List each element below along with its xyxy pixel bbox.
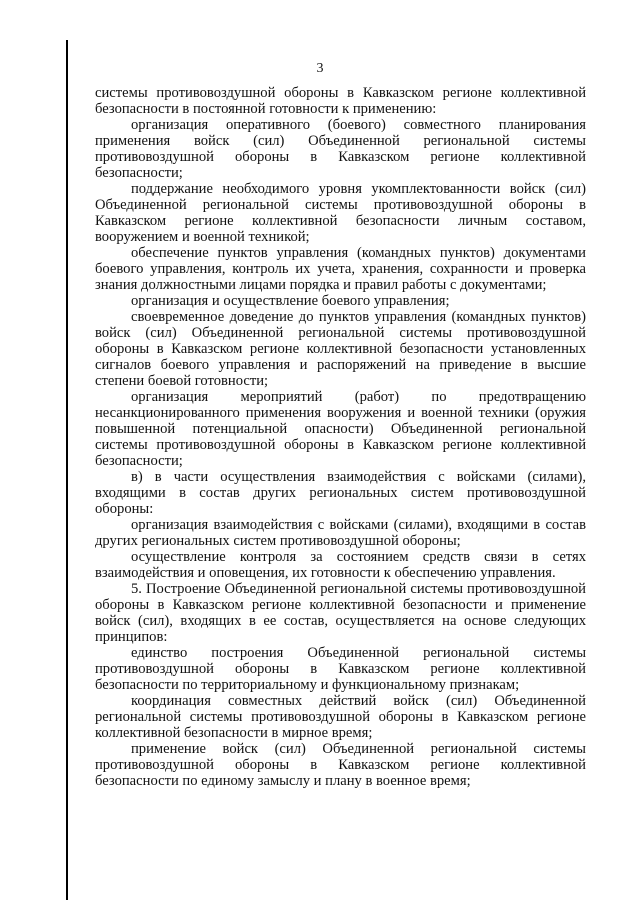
page-number: 3	[316, 61, 324, 76]
paragraph-6: своевременное доведение до пунктов управления (командных пунктов) войск (сил) Объединенной региональной системы противовоздушной обороны в Кавказском регионе коллективной безопасности установленных сигналов боевого управления и распоряжений на приведение в высшие степени боевой готовности;	[95, 309, 586, 389]
paragraph-2: организация оперативного (боевого) совместного планирования применения войск (сил) Объединенной региональной системы противовоздушной обороны в Кавказском регионе коллективной безопасности;	[95, 117, 586, 181]
paragraph-12: единство построения Объединенной региональной системы противовоздушной обороны в Кавказском регионе коллективной безопасности по территориальному и функциональному признакам;	[95, 645, 586, 693]
paragraph-7: организация мероприятий (работ) по предотвращению несанкционированного применения вооружения и военной техники (оружия повышенной потенциальной опасности) Объединенной региональной системы противовоздушной обороны в Кавказском регионе коллективной безопасности;	[95, 389, 586, 469]
paragraph-5: организация и осуществление боевого управления;	[131, 293, 450, 309]
paragraph-9: организация взаимодействия с войсками (силами), входящими в состав других региональных систем противовоздушной обороны;	[95, 517, 586, 549]
paragraph-8: в) в части осуществления взаимодействия с войсками (силами), входящими в состав других региональных систем противовоздушной обороны:	[95, 469, 586, 517]
paragraph-3: поддержание необходимого уровня укомплектованности войск (сил) Объединенной региональной системы противовоздушной обороны в Кавказском регионе коллективной безопасности личным составом, вооружением и военной техникой;	[95, 181, 586, 245]
paragraph-10: осуществление контроля за состоянием средств связи в сетях взаимодействия и оповещения, их готовности к обеспечению управления.	[95, 549, 586, 581]
paragraph-1: системы противовоздушной обороны в Кавказском регионе коллективной безопасности в постоянной готовности к применению:	[95, 85, 586, 117]
document-body	[95, 85, 586, 789]
page-left-edge	[66, 40, 68, 900]
paragraph-14: применение войск (сил) Объединенной региональной системы противовоздушной обороны в Кавказском регионе коллективной безопасности по единому замыслу и плану в военное время;	[95, 741, 586, 789]
paragraph-13: координация совместных действий войск (сил) Объединенной региональной системы противовоздушной обороны в Кавказском регионе коллективной безопасности в мирное время;	[95, 693, 586, 741]
paragraph-4: обеспечение пунктов управления (командных пунктов) документами боевого управления, контроль их учета, хранения, сохранности и проверка знания должностными лицами порядка и правил работы с документами;	[95, 245, 586, 293]
paragraph-11: 5. Построение Объединенной региональной системы противовоздушной обороны в Кавказском регионе коллективной безопасности и применение войск (сил), входящих в ее состав, осуществляется на основе следующих принципов:	[95, 581, 586, 645]
